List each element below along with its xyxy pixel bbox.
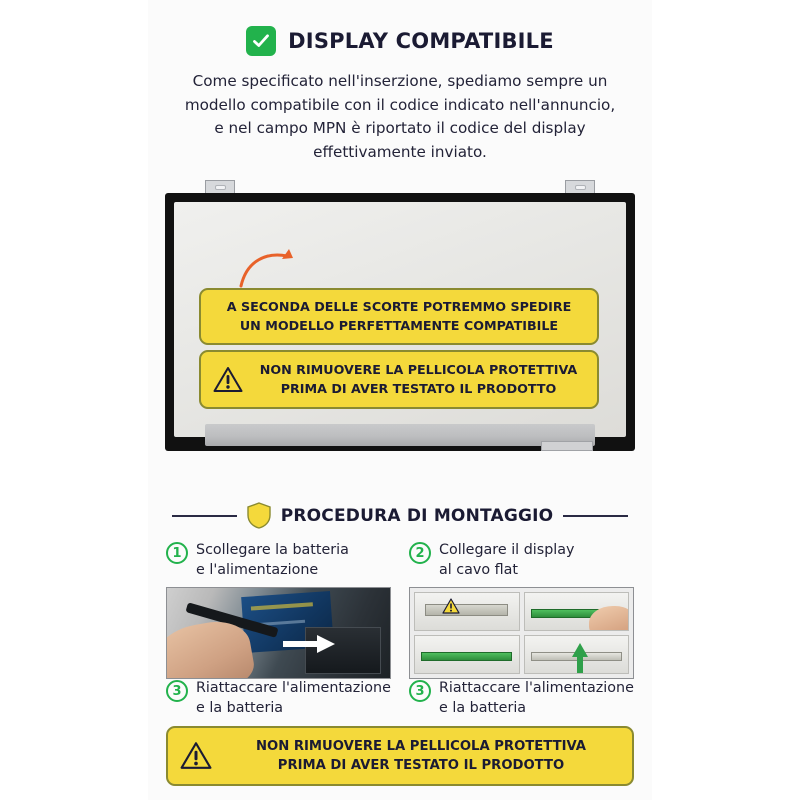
orange-curved-arrow-icon: [237, 246, 297, 288]
white-arrow-icon: [283, 635, 335, 653]
right-margin: [652, 0, 800, 800]
panel-bracket-right-icon: [565, 180, 595, 194]
photo-disconnect-battery: [166, 587, 391, 679]
callout-2-line-2: PRIMA DI AVER TESTATO IL PRODOTTO: [280, 380, 557, 396]
header: [148, 0, 652, 56]
step-text: [439, 541, 574, 580]
green-up-arrow-icon: [572, 643, 588, 674]
callout-2-line-1: NON RIMUOVERE LA PELLICOLA PROTETTIVA: [259, 362, 578, 378]
step-item: [409, 679, 634, 721]
warning-triangle-icon: [180, 741, 212, 770]
panel-bottom-strip: [205, 424, 595, 446]
check-badge-icon: [246, 26, 276, 56]
bottom-banner-line-1: NON RIMUOVERE LA PELLICOLA PROTETTIVA: [255, 738, 587, 754]
step-line-2: e l'alimentazione: [196, 561, 319, 578]
callout-compatible-model: [199, 288, 599, 345]
callout-protective-film: [199, 350, 599, 409]
photo-connect-flat-cable: [409, 587, 634, 679]
step-line-1: Riattaccare l'alimentazione: [196, 680, 391, 697]
intro-paragraph: [175, 70, 625, 164]
intro-line-4: effettivamente inviato.: [313, 142, 487, 161]
step-line-1: Collegare il display: [439, 542, 575, 559]
bottom-warning-banner: [166, 726, 634, 786]
step-line-2: al cavo flat: [439, 561, 519, 578]
step-number: 1: [166, 542, 188, 564]
step-text: [196, 541, 349, 580]
step-line-1: Scollegare la batteria: [196, 542, 349, 559]
warning-triangle-icon: [213, 366, 243, 393]
step-text: [196, 679, 391, 718]
content-column: [148, 0, 652, 800]
callout-1-line-1: A SECONDA DELLE SCORTE POTREMMO SPEDIRE: [226, 299, 572, 315]
shield-icon: [247, 502, 271, 529]
connector-socket-shape: [425, 604, 508, 617]
callout-1-line-2: UN MODELLO PERFETTAMENTE COMPATIBILE: [239, 317, 559, 333]
step-line-2: e la batteria: [439, 699, 527, 716]
step-line-2: e la batteria: [196, 699, 284, 716]
step-number: 2: [409, 542, 431, 564]
intro-line-2: modello compatibile con il codice indicato nell'annuncio,: [184, 95, 616, 114]
step-line-1: Riattaccare l'alimentazione: [439, 680, 634, 697]
connector-cell: [524, 592, 630, 631]
intro-line-3: e nel campo MPN è riportato il codice del display: [214, 119, 586, 138]
connector-cell: [414, 592, 520, 631]
procedure-steps: [166, 541, 634, 721]
bottom-banner-line-2: PRIMA DI AVER TESTATO IL PRODOTTO: [277, 757, 565, 773]
connector-cell: [524, 635, 630, 674]
step-number: 3: [166, 680, 188, 702]
callout-2-text: [252, 361, 585, 398]
connector-cell: [414, 635, 520, 674]
procedure-title: PROCEDURA DI MONTAGGIO: [280, 505, 554, 526]
display-panel-illustration: [165, 180, 635, 480]
divider-right: [563, 515, 628, 517]
warning-triangle-icon: [442, 598, 460, 614]
panel-bracket-left-icon: [205, 180, 235, 194]
step-number: 3: [409, 680, 431, 702]
divider-left: [172, 515, 237, 517]
flat-cable-shape: [421, 652, 512, 661]
procedure-header: [172, 502, 628, 529]
step-item: [166, 679, 391, 721]
panel-connector: [541, 441, 593, 451]
step-text: [439, 679, 634, 718]
page-title: DISPLAY COMPATIBILE: [288, 29, 554, 53]
intro-line-1: Come specificato nell'inserzione, spediamo sempre un: [192, 72, 608, 90]
step-item: [166, 541, 391, 583]
step-item: [409, 541, 634, 583]
left-margin: [0, 0, 148, 800]
bottom-banner-text: [222, 737, 620, 775]
connector-row-top: [414, 592, 629, 631]
connector-row-bottom: [414, 635, 629, 674]
